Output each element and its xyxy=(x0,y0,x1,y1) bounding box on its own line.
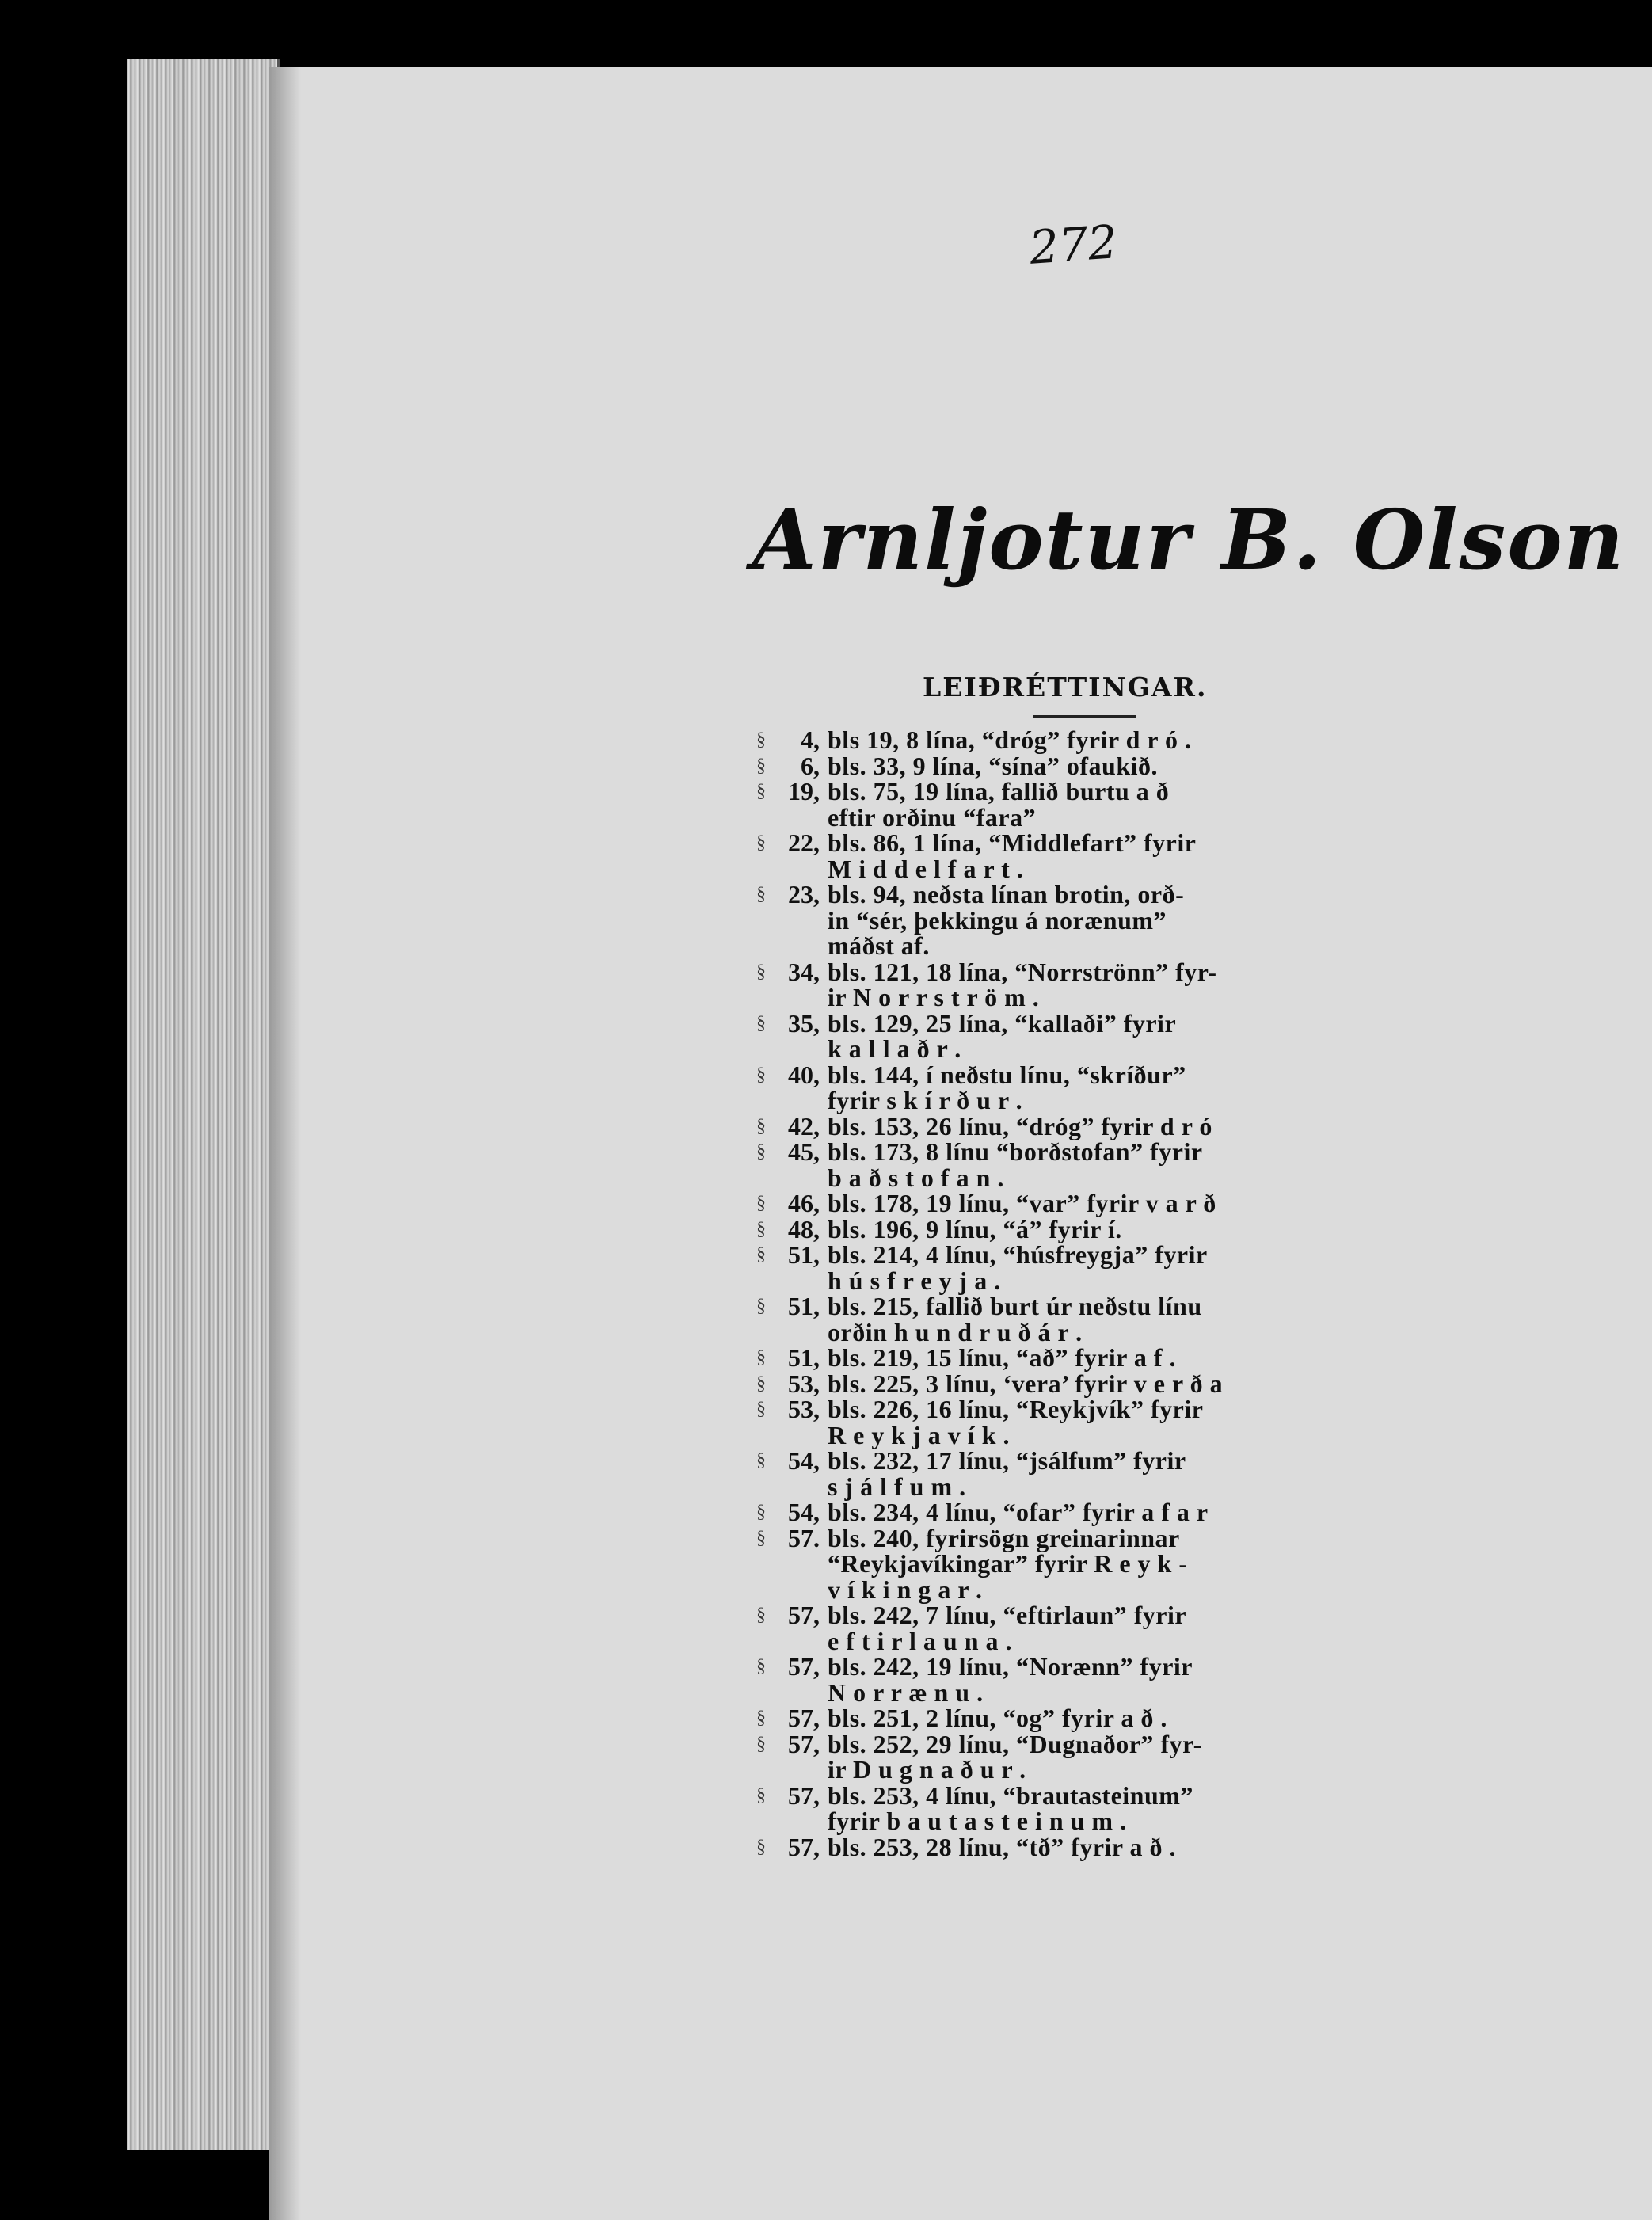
section-mark: § xyxy=(756,1115,766,1137)
correction-entry xyxy=(756,1654,1414,1705)
section-number: 4, xyxy=(801,725,820,754)
section-mark: § xyxy=(756,1784,766,1806)
section-number: 53, xyxy=(788,1369,820,1398)
correction-text: bls. 86, 1 lína, “Middlefart” fyrir M i d d e l f a r t . xyxy=(828,828,1197,883)
section-number: 45, xyxy=(788,1137,820,1166)
section-number: 54, xyxy=(788,1498,820,1526)
correction-entry xyxy=(756,727,1414,753)
section-number: 51, xyxy=(788,1343,820,1372)
correction-entry xyxy=(756,1396,1414,1448)
correction-text: bls. 225, 3 línu, ‘vera’ fyrir v e r ð a xyxy=(828,1369,1224,1398)
correction-text: bls. 226, 16 línu, “Reykjvík” fyrir R e y k j a v í k . xyxy=(828,1395,1204,1449)
book-page-edges xyxy=(127,59,280,2150)
heading-rule xyxy=(1033,715,1136,718)
section-mark: § xyxy=(756,1450,766,1471)
section-mark: § xyxy=(756,1527,766,1548)
correction-entry xyxy=(756,959,1414,1011)
correction-entry xyxy=(756,1214,1414,1243)
corrections-heading: LEIÐRÉTTINGAR. xyxy=(923,672,1208,703)
section-mark: § xyxy=(756,781,766,802)
correction-text: bls. 173, 8 línu “borðstofan” fyrir b a ð s t o f a n . xyxy=(828,1137,1203,1192)
correction-entry xyxy=(756,1602,1414,1654)
section-mark: § xyxy=(756,1141,766,1162)
section-number: 57, xyxy=(788,1832,820,1861)
section-mark: § xyxy=(756,1012,766,1034)
section-mark: § xyxy=(756,1193,766,1213)
correction-text: bls. 253, 4 línu, “brautasteinum” fyrir b a u t a s t e i n u m . xyxy=(828,1780,1193,1835)
correction-text: bls. 94, neðsta línan brotin, orð- in “sér, þekkingu á norænum” máðst af. xyxy=(828,880,1185,960)
section-number: 6, xyxy=(801,751,820,780)
correction-text: bls. 219, 15 línu, “að” fyrir a f . xyxy=(828,1343,1177,1372)
section-number: 57, xyxy=(788,1729,820,1758)
section-mark: § xyxy=(756,1373,766,1394)
correction-text: bls. 153, 26 línu, “dróg” fyrir d r ó xyxy=(828,1111,1212,1140)
correction-text: bls. 75, 19 lína, fallið burtu a ð eftir orðinu “fara” xyxy=(828,777,1170,832)
section-number: 51, xyxy=(788,1240,820,1269)
correction-entry xyxy=(756,1242,1414,1293)
correction-entry xyxy=(756,1345,1414,1371)
section-mark: § xyxy=(756,961,766,982)
section-number: 46, xyxy=(788,1189,820,1217)
section-mark: § xyxy=(756,832,766,853)
correction-entry xyxy=(756,1499,1414,1525)
section-mark: § xyxy=(756,884,766,904)
section-mark: § xyxy=(756,1836,766,1857)
correction-entry xyxy=(756,1705,1414,1731)
correction-entry xyxy=(756,1780,1414,1835)
section-mark: § xyxy=(756,1064,766,1085)
section-number: 48, xyxy=(788,1214,820,1243)
section-number: 54, xyxy=(788,1446,820,1475)
correction-text: bls. 253, 28 línu, “tð” fyrir a ð . xyxy=(828,1832,1177,1861)
section-mark: § xyxy=(756,1399,766,1419)
section-number: 57, xyxy=(788,1704,820,1732)
corrections-list xyxy=(756,727,1414,1860)
correction-text: bls. 196, 9 línu, “á” fyrir í. xyxy=(828,1214,1122,1243)
section-mark: § xyxy=(756,1605,766,1625)
section-number: 53, xyxy=(788,1395,820,1423)
section-number: 40, xyxy=(788,1060,820,1089)
correction-text: bls. 33, 9 lína, “sína” ofaukið. xyxy=(828,751,1158,780)
correction-entry xyxy=(756,1448,1414,1499)
correction-entry xyxy=(756,1371,1414,1397)
correction-text: bls. 242, 7 línu, “eftirlaun” fyrir e f t i r l a u n a . xyxy=(828,1601,1187,1655)
signature: Arnljotur B. Olson xyxy=(752,491,1626,588)
correction-text: bls. 252, 29 línu, “Dugnaðor” fyr- ir D u g n a ð u r . xyxy=(828,1729,1202,1784)
correction-text: bls. 121, 18 lína, “Norrströnn” fyr- ir N o r r s t r ö m . xyxy=(828,957,1217,1011)
section-mark: § xyxy=(756,1733,766,1754)
section-mark: § xyxy=(756,1708,766,1728)
correction-entry xyxy=(756,882,1414,959)
correction-text: bls. 129, 25 lína, “kallaði” fyrir k a l l a ð r . xyxy=(828,1008,1177,1063)
section-number: 51, xyxy=(788,1292,820,1320)
section-mark: § xyxy=(756,1218,766,1239)
section-number: 35, xyxy=(788,1008,820,1038)
section-mark: § xyxy=(756,1296,766,1316)
correction-entry xyxy=(756,1293,1414,1345)
correction-entry xyxy=(756,1731,1414,1783)
section-number: 57, xyxy=(788,1780,820,1810)
correction-text: bls. 240, fyrirsögn greinarinnar “Reykjavíkingar” fyrir R e y k - v í k i n g a r . xyxy=(828,1523,1188,1604)
correction-text: bls. 234, 4 línu, “ofar” fyrir a f a r xyxy=(828,1498,1209,1526)
section-number: 57, xyxy=(788,1652,820,1681)
correction-entry xyxy=(756,753,1414,779)
correction-text: bls. 251, 2 línu, “og” fyrir a ð . xyxy=(828,1704,1167,1732)
correction-entry xyxy=(756,830,1414,882)
section-mark: § xyxy=(756,729,766,750)
section-number: 22, xyxy=(788,828,820,857)
page-gutter-shadow xyxy=(269,67,301,2220)
correction-entry xyxy=(756,1008,1414,1063)
correction-text: bls. 215, fallið burt úr neðstu línu orðin h u n d r u ð á r . xyxy=(828,1292,1202,1346)
page-number: 272 xyxy=(1027,215,1119,275)
correction-text: bls. 144, í neðstu línu, “skríður” fyrir s k í r ð u r . xyxy=(828,1060,1186,1114)
section-mark: § xyxy=(756,1347,766,1368)
section-number: 34, xyxy=(788,957,820,986)
section-number: 19, xyxy=(788,777,820,805)
correction-entry xyxy=(756,1139,1414,1190)
correction-text: bls 19, 8 lína, “dróg” fyrir d r ó . xyxy=(828,725,1192,754)
correction-entry xyxy=(756,1834,1414,1860)
correction-text: bls. 242, 19 línu, “Norænn” fyrir N o r r æ n u . xyxy=(828,1652,1193,1707)
correction-text: bls. 232, 17 línu, “jsálfum” fyrir s j á l f u m . xyxy=(828,1446,1186,1501)
correction-entry xyxy=(756,1190,1414,1217)
correction-text: bls. 214, 4 línu, “húsfreygja” fyrir h ú s f r e y j a . xyxy=(828,1240,1208,1295)
section-mark: § xyxy=(756,1656,766,1677)
section-number: 57. xyxy=(788,1523,820,1552)
correction-text: bls. 178, 19 línu, “var” fyrir v a r ð xyxy=(828,1189,1216,1217)
section-mark: § xyxy=(756,755,766,776)
section-number: 42, xyxy=(788,1111,820,1140)
section-number: 23, xyxy=(788,880,820,908)
section-mark: § xyxy=(756,1502,766,1522)
correction-entry xyxy=(756,779,1414,830)
correction-entry xyxy=(756,1525,1414,1603)
section-number: 57, xyxy=(788,1601,820,1629)
correction-entry xyxy=(756,1111,1414,1140)
correction-entry xyxy=(756,1062,1414,1114)
section-mark: § xyxy=(756,1244,766,1265)
